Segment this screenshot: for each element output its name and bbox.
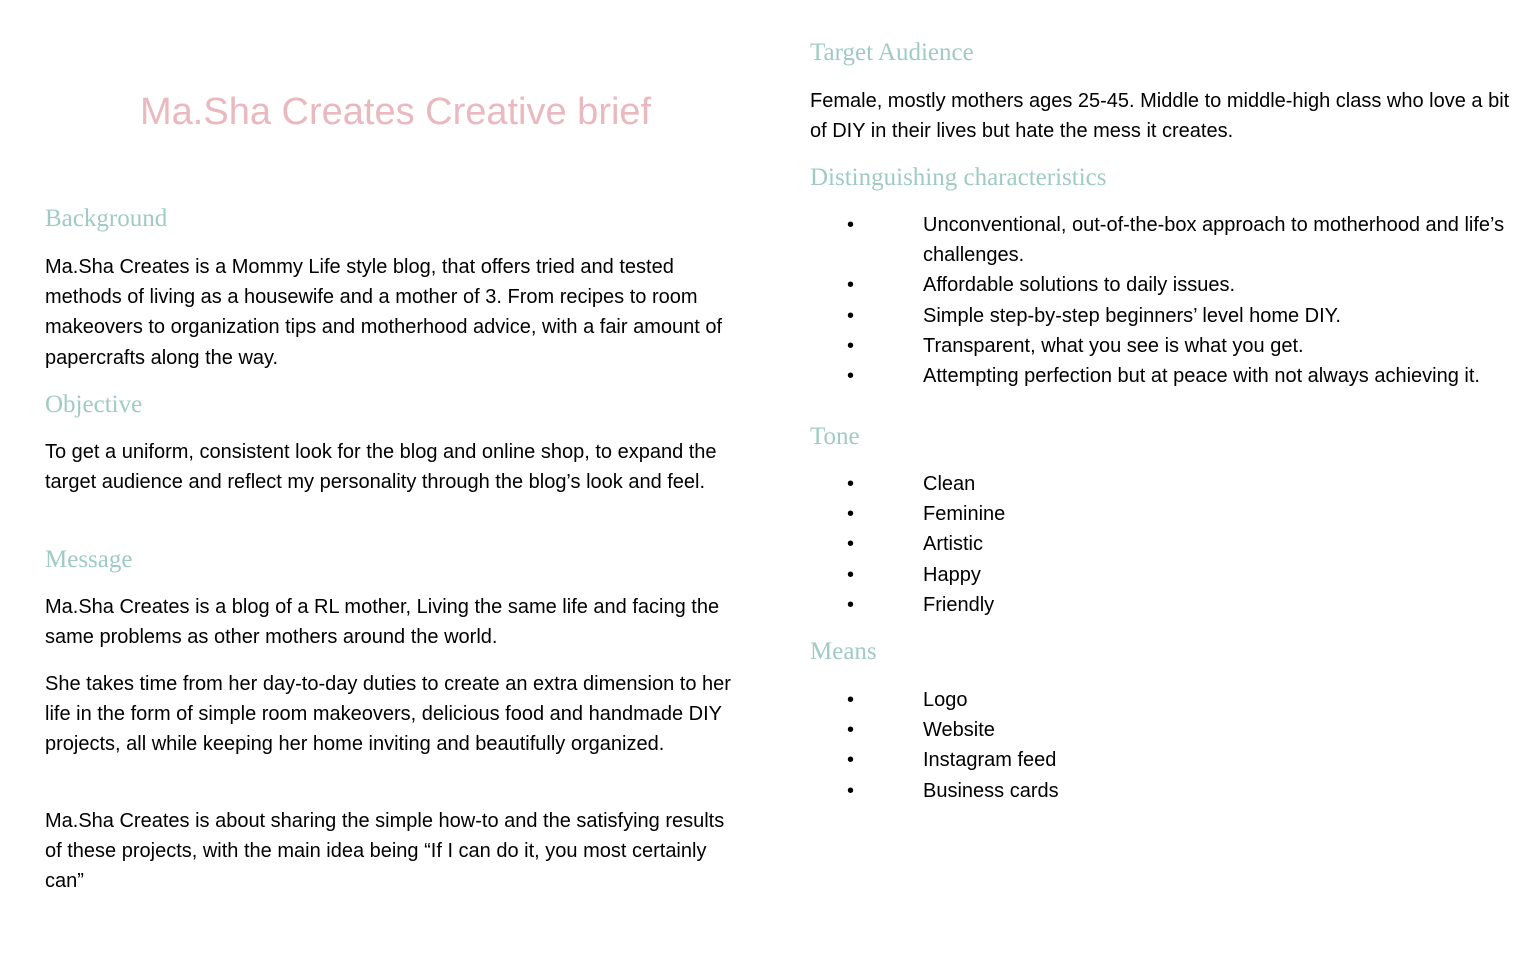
target-audience-heading: Target Audience — [810, 39, 974, 66]
means-list — [810, 685, 1510, 806]
bullet-icon: • — [847, 214, 855, 236]
list-item — [810, 715, 1510, 745]
document-title: Ma.Sha Creates Creative brief — [140, 91, 652, 133]
list-item — [810, 270, 1510, 300]
bullet-icon: • — [847, 365, 855, 388]
bullet-icon: • — [847, 503, 855, 526]
list-item — [810, 529, 1510, 559]
list-item-text: Clean — [923, 473, 976, 495]
objective-heading: Objective — [45, 391, 143, 418]
means-heading: Means — [810, 638, 877, 665]
list-item-text: Happy — [923, 563, 981, 586]
list-item — [810, 590, 1510, 620]
target-audience-text: Female, mostly mothers ages 25-45. Middle to middle-high class who love a bit of DIY in their lives but hate the mess it creates. — [810, 90, 1510, 143]
background-heading: Background — [45, 205, 168, 232]
list-item-text: Friendly — [923, 593, 995, 616]
bullet-icon: • — [847, 719, 855, 742]
list-item-text: Affordable solutions to daily issues. — [923, 274, 1236, 297]
message-paragraph-2: She takes time from her day-to-day duties to create an extra dimension to her life in the form of simple room makeovers, delicious food and handmade DIY projects, all while keeping her home inviting and beautifully organized. — [45, 673, 731, 756]
bullet-icon: • — [847, 473, 855, 495]
message-paragraph-1: Ma.Sha Creates is a blog of a RL mother, Living the same life and facing the same problems as other mothers around the world. — [45, 596, 720, 649]
list-item — [810, 745, 1510, 775]
list-item — [810, 776, 1510, 806]
bullet-icon: • — [847, 533, 855, 556]
list-item — [810, 469, 1510, 499]
list-item-text: Attempting perfection but at peace with not always achieving it. — [923, 365, 1480, 388]
list-item-text: Artistic — [923, 533, 983, 556]
list-item — [810, 560, 1510, 590]
list-item — [810, 210, 1510, 270]
tone-list — [810, 469, 1510, 620]
bullet-icon: • — [847, 334, 855, 357]
bullet-icon: • — [847, 304, 855, 327]
bullet-icon: • — [847, 689, 855, 711]
bullet-icon: • — [847, 274, 855, 297]
list-item-text: Business cards — [923, 779, 1059, 802]
list-item — [810, 499, 1510, 529]
bullet-icon: • — [847, 749, 855, 772]
objective-text: To get a uniform, consistent look for the blog and online shop, to expand the target audience and reflect my personality through the blog’s look and feel. — [45, 441, 717, 494]
bullet-icon: • — [847, 563, 855, 586]
background-text: Ma.Sha Creates is a Mommy Life style blog, that offers tried and tested methods of living as a housewife and a mother of 3. From recipes to room makeovers to organization tips and motherhood advice, with a fair amount of papercrafts along the way. — [45, 256, 723, 369]
list-item — [810, 301, 1510, 331]
distinguishing-list — [810, 210, 1510, 391]
list-item — [810, 331, 1510, 361]
message-heading: Message — [45, 546, 133, 573]
message-paragraph-3: Ma.Sha Creates is about sharing the simple how-to and the satisfying results of these projects, with the main idea being “If I can do it, you most certainly can” — [45, 810, 725, 893]
list-item — [810, 361, 1510, 391]
list-item-text: Feminine — [923, 503, 1006, 526]
list-item-text: Logo — [923, 689, 968, 711]
list-item-text: Instagram feed — [923, 749, 1057, 772]
tone-heading: Tone — [810, 423, 860, 450]
distinguishing-heading: Distinguishing characteristics — [810, 164, 1107, 191]
list-item-text: Website — [923, 719, 995, 742]
list-item — [810, 685, 1510, 715]
bullet-icon: • — [847, 593, 855, 616]
bullet-icon: • — [847, 779, 855, 802]
list-item-text: Transparent, what you see is what you get. — [923, 334, 1304, 357]
list-item-text: Unconventional, out-of-the-box approach to motherhood and life’s challenges. — [923, 214, 1505, 267]
list-item-text: Simple step-by-step beginners’ level home DIY. — [923, 304, 1341, 327]
